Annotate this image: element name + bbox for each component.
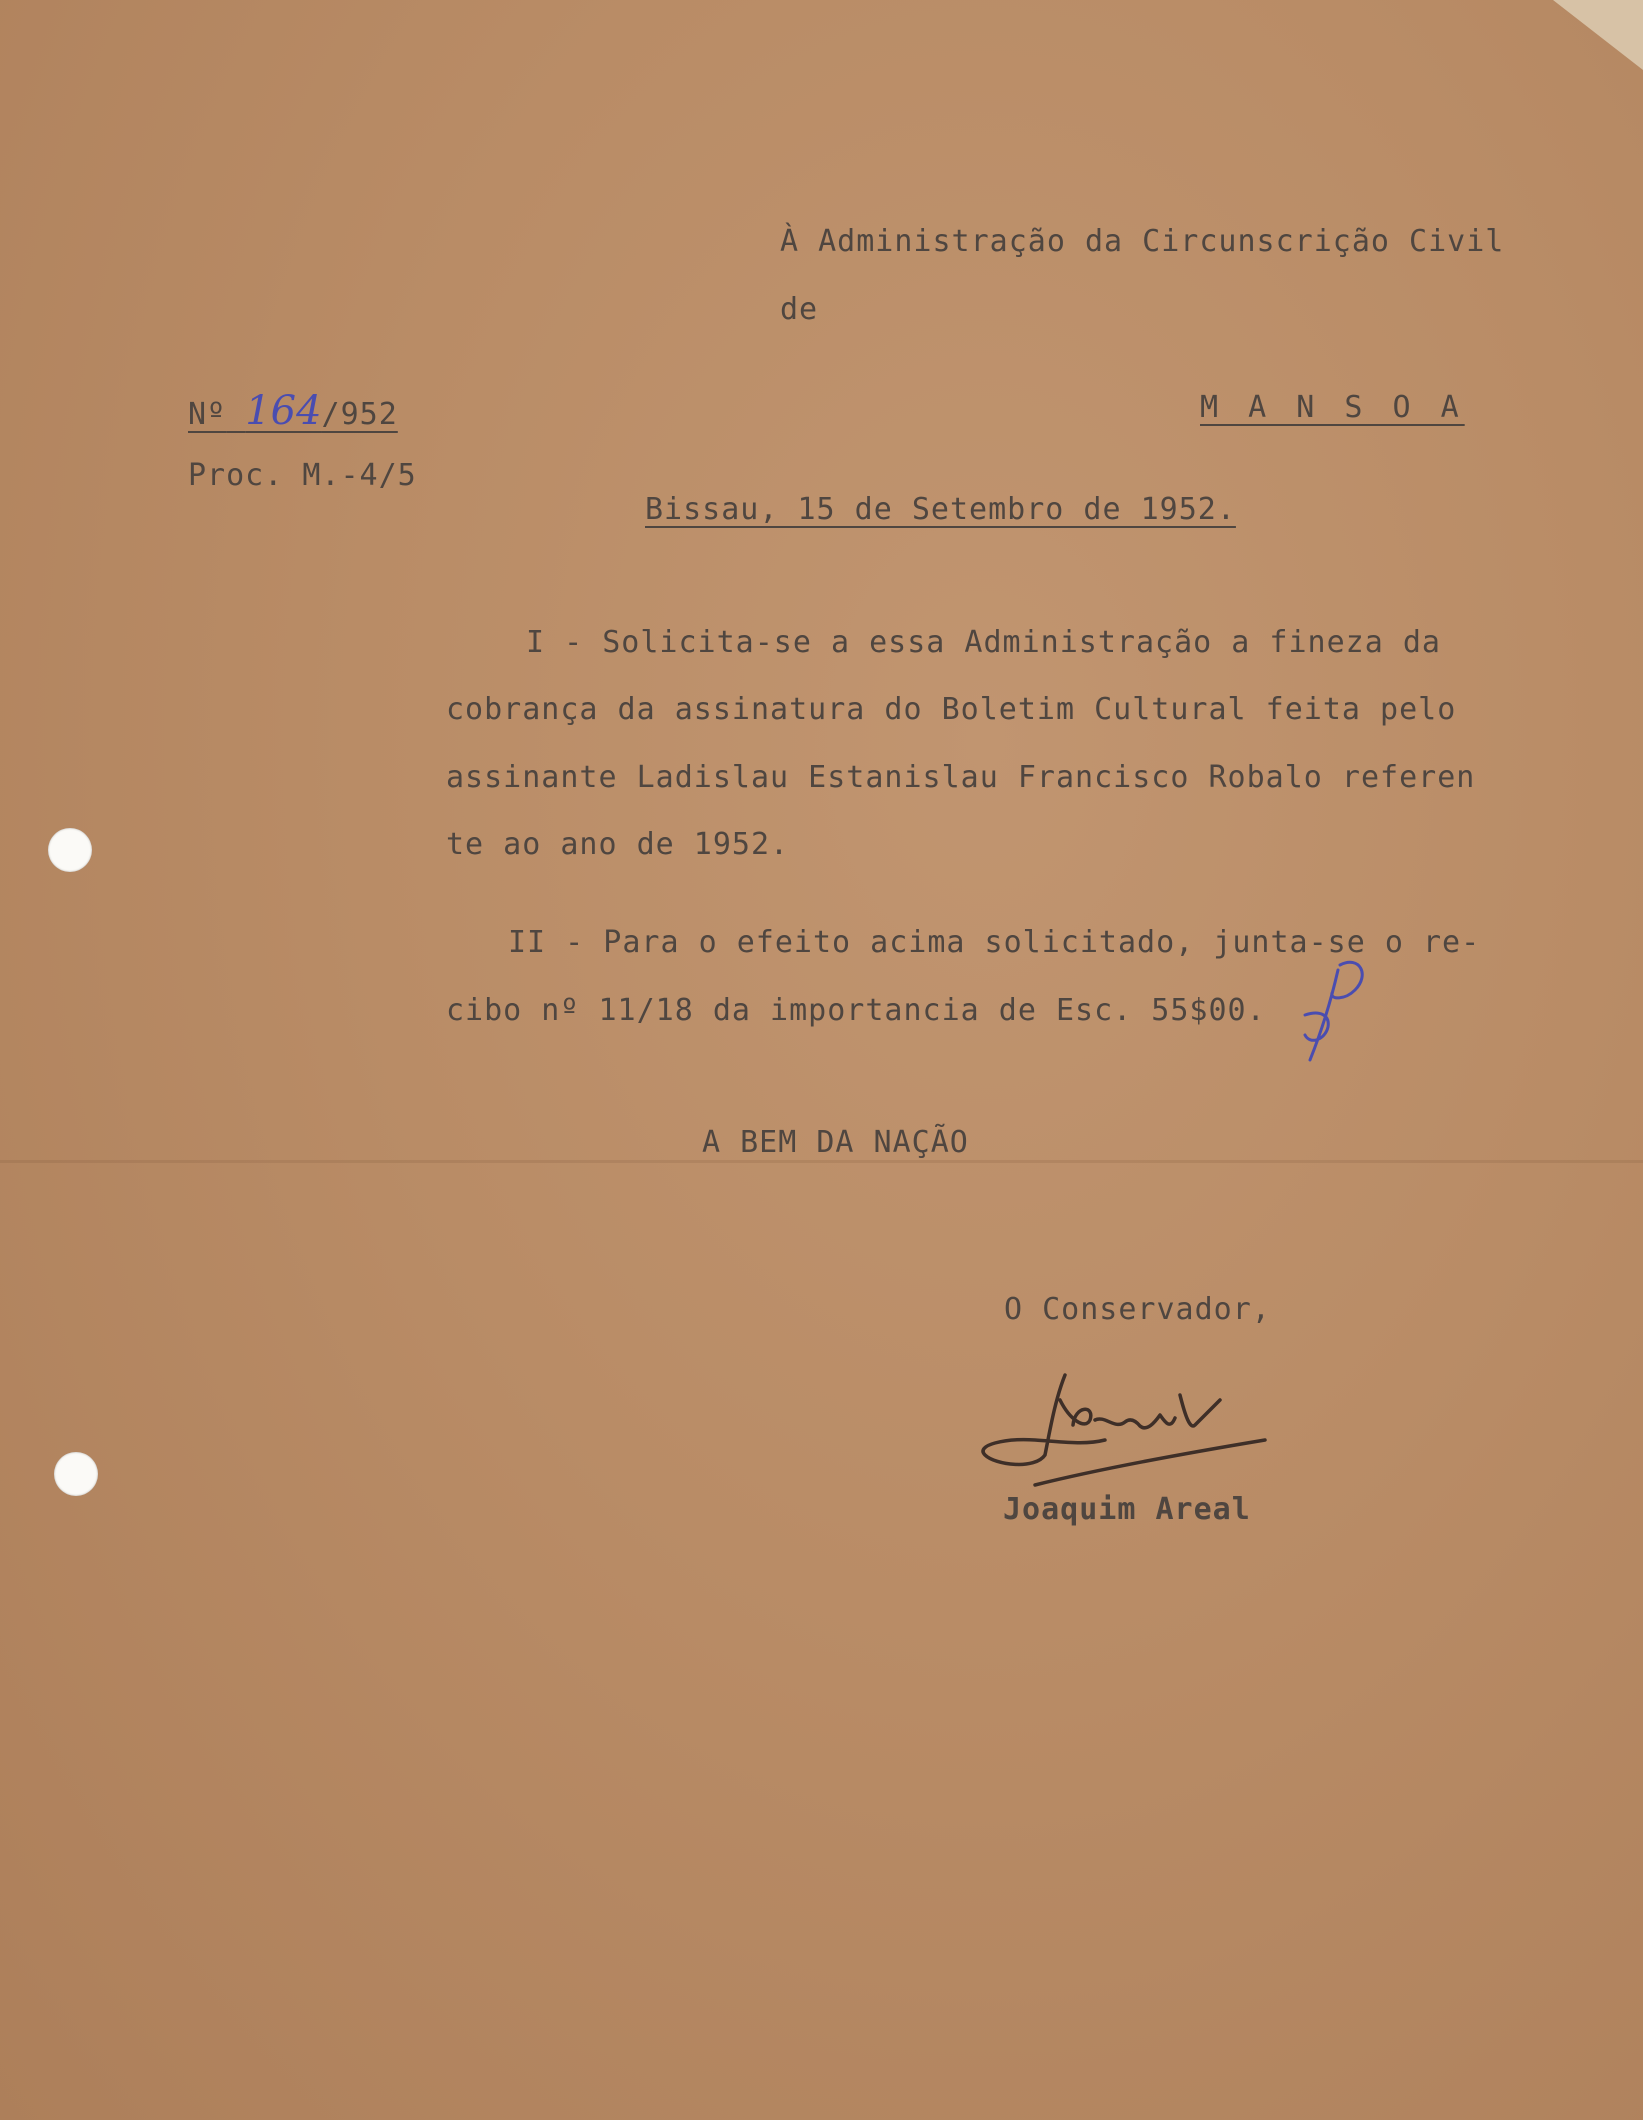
- signatory-title: O Conservador,: [1004, 1292, 1271, 1327]
- reference-handwritten-number: 164: [245, 388, 322, 434]
- process-number: Proc. M.-4/5: [188, 458, 417, 493]
- recipient-place: M A N S O A: [1200, 390, 1465, 425]
- paragraph-2-line-2: cibo nº 11/18 da importancia de Esc. 55$00.: [446, 993, 1266, 1028]
- punch-hole-bottom: [54, 1452, 98, 1496]
- paragraph-1-line-2: cobrança da assinatura do Boletim Cultural feita pelo: [446, 692, 1457, 727]
- punch-hole-top: [48, 828, 92, 872]
- addressee-line-1: À Administração da Circunscrição Civil: [780, 224, 1505, 259]
- paragraph-2-line-1: II - Para o efeito acima solicitado, junta-se o re-: [508, 925, 1481, 960]
- folded-corner: [1553, 0, 1643, 70]
- reference-year: /952: [321, 397, 398, 432]
- handwritten-initial: [1300, 955, 1380, 1065]
- paragraph-1-line-3: assinante Ladislau Estanislau Francisco Robalo referen: [446, 760, 1476, 795]
- reference-prefix: Nº: [188, 397, 227, 432]
- paper-fold: [0, 1160, 1643, 1163]
- paragraph-1-line-1: I - Solicita-se a essa Administração a fineza da: [526, 625, 1441, 660]
- paragraph-1-line-4: te ao ano de 1952.: [446, 827, 790, 862]
- reference-number: [188, 388, 398, 434]
- signatory-name: Joaquim Areal: [1003, 1492, 1251, 1527]
- addressee-line-2: de: [780, 292, 819, 327]
- closing-salutation: A BEM DA NAÇÃO: [702, 1125, 969, 1160]
- signature: [975, 1360, 1275, 1490]
- letter-date: Bissau, 15 de Setembro de 1952.: [645, 492, 1236, 527]
